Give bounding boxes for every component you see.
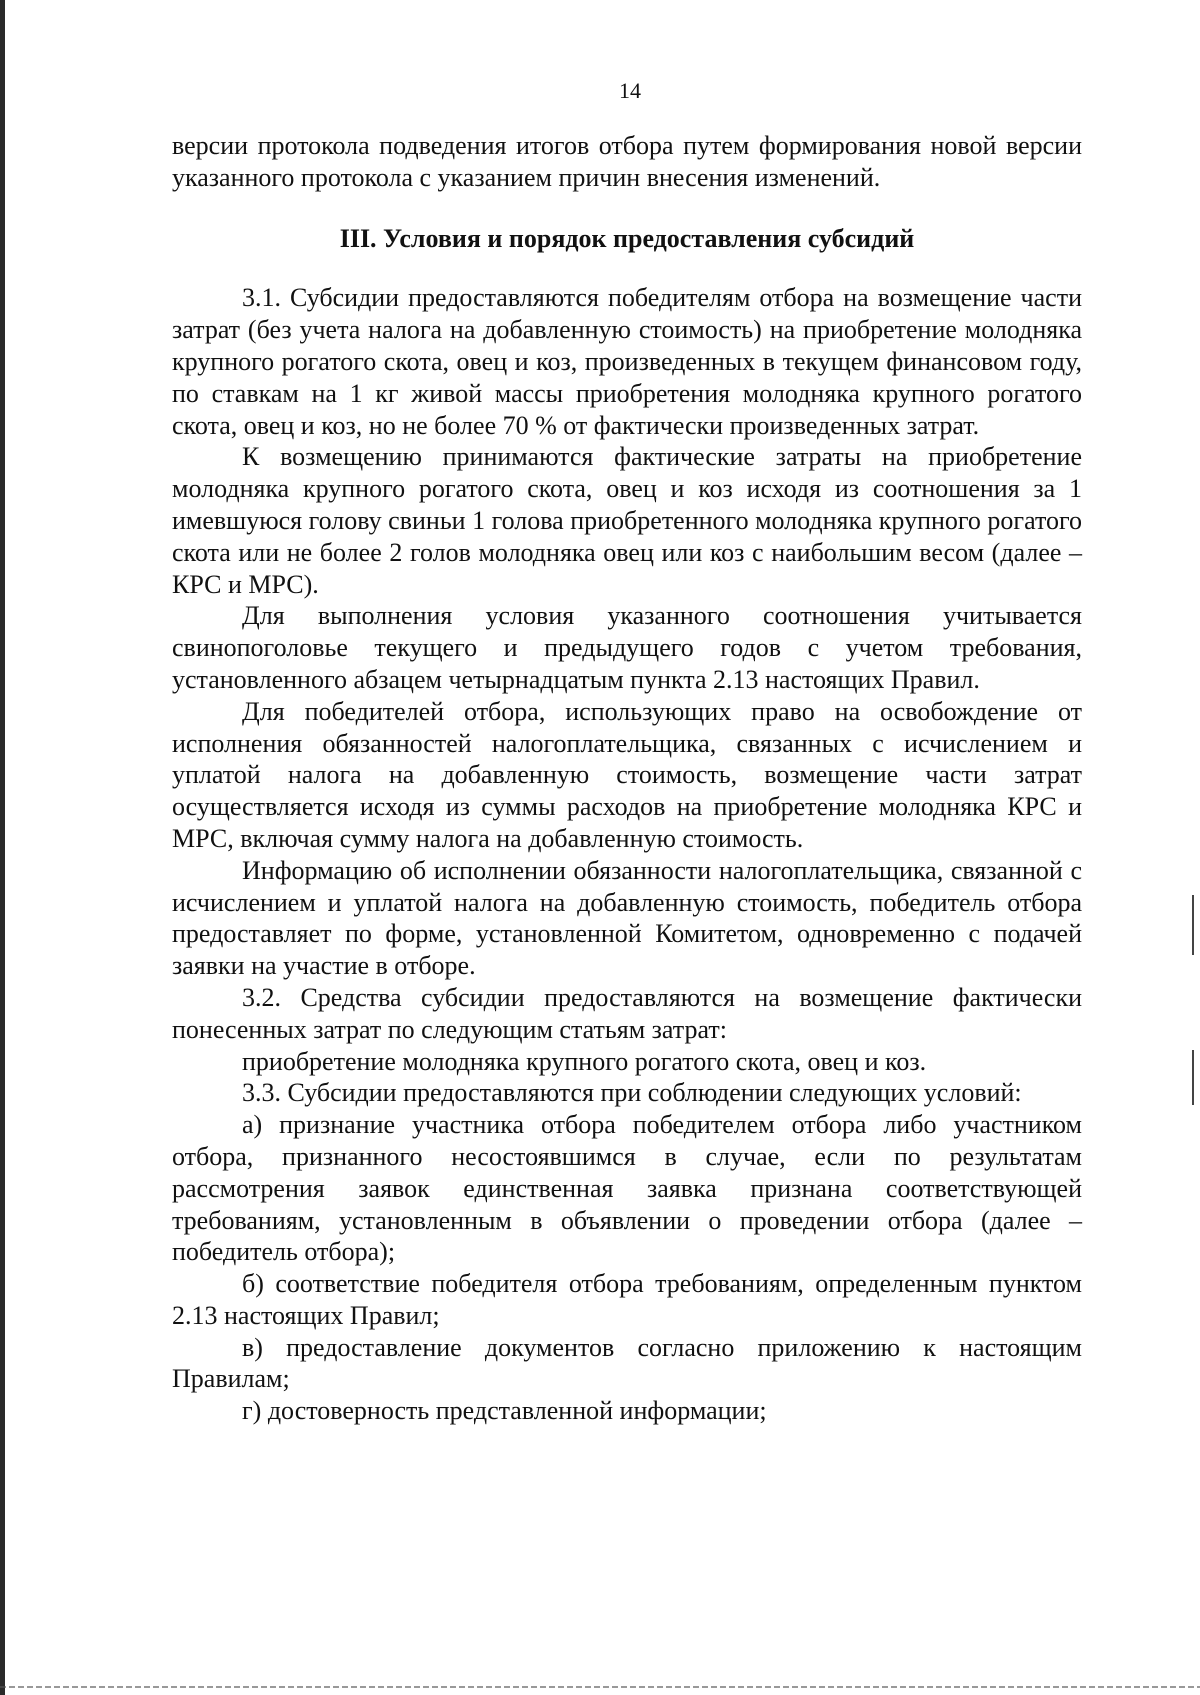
paragraph-reimbursement: К возмещению принимаются фактические затраты на приобретение молодняка крупного рогатого скота, овец и коз исходя из соотношения за 1 имевшуюся голову свиньи 1 голова приобретенного молодняка крупного рогатого скота или не более 2 голов молодняка овец или коз с наибольшим весом (далее – КРС и МРС). bbox=[172, 442, 1082, 599]
paragraph-3-1: 3.1. Субсидии предоставляются победителям отбора на возмещение части затрат (без учета налога на добавленную стоимость) на приобретение молодняка крупного рогатого скота, овец и коз, произведенных в текущем финансовом году, по ставкам на 1 кг живой массы приобретения молодняка крупного рогатого скота, овец и коз, но не более 70 % от фактически произведенных затрат. bbox=[172, 283, 1082, 440]
paragraph-cost-item: приобретение молодняка крупного рогатого скота, овец и коз. bbox=[242, 1046, 927, 1076]
list-item-g: г) достоверность представленной информации; bbox=[242, 1396, 767, 1426]
continuation-paragraph: версии протокола подведения итогов отбора путем формирования новой версии указанного протокола с указанием причин внесения изменений. bbox=[172, 131, 1082, 192]
list-item-a: а) признание участника отбора победителем отбора либо участником отбора, признанного несостоявшимся в случае, если по результатам рассмотрения заявок единственная заявка признана соответствующей требованиям, установленным в объявлении о проведении отбора (далее – победитель отбора); bbox=[172, 1110, 1082, 1267]
list-item-b: б) соответствие победителя отбора требованиям, определенным пунктом 2.13 настоящих Правил; bbox=[172, 1269, 1082, 1330]
list-item-v: в) предоставление документов согласно приложению к настоящим Правилам; bbox=[172, 1332, 1082, 1394]
paragraph-3-3: 3.3. Субсидии предоставляются при соблюдении следующих условий: bbox=[242, 1078, 1022, 1108]
paragraph-3-2: 3.2. Средства субсидии предоставляются на возмещение фактически понесенных затрат по следующим статьям затрат: bbox=[172, 982, 1082, 1044]
paragraph-vat-info: Информацию об исполнении обязанности налогоплательщика, связанной с исчислением и уплатой налога на добавленную стоимость, победитель отбора предоставляет по форме, установленной Комитетом, одновременно с подачей заявки на участие в отборе. bbox=[172, 855, 1082, 981]
page-number: 14 bbox=[619, 78, 641, 103]
scan-left-edge bbox=[0, 0, 5, 1695]
scan-artifact-mark bbox=[1192, 895, 1194, 955]
scan-bottom-edge bbox=[0, 1686, 1200, 1688]
section-heading: III. Условия и порядок предоставления субсидий bbox=[339, 223, 915, 253]
paragraph-vat-exempt: Для победителей отбора, использующих право на освобождение от исполнения обязанностей налогоплательщика, связанных с исчислением и уплатой налога на добавленную стоимость, возмещение части затрат осуществляется исходя из суммы расходов на приобретение молодняка КРС и МРС, включая сумму налога на добавленную стоимость. bbox=[172, 696, 1082, 853]
paragraph-ratio-condition: Для выполнения условия указанного соотношения учитывается свинопоголовье текущего и предыдущего годов с учетом требования, установленного абзацем четырнадцатым пункта 2.13 настоящих Правил. bbox=[172, 601, 1082, 694]
scan-artifact-mark bbox=[1192, 1050, 1194, 1105]
document-page bbox=[172, 130, 1082, 1427]
